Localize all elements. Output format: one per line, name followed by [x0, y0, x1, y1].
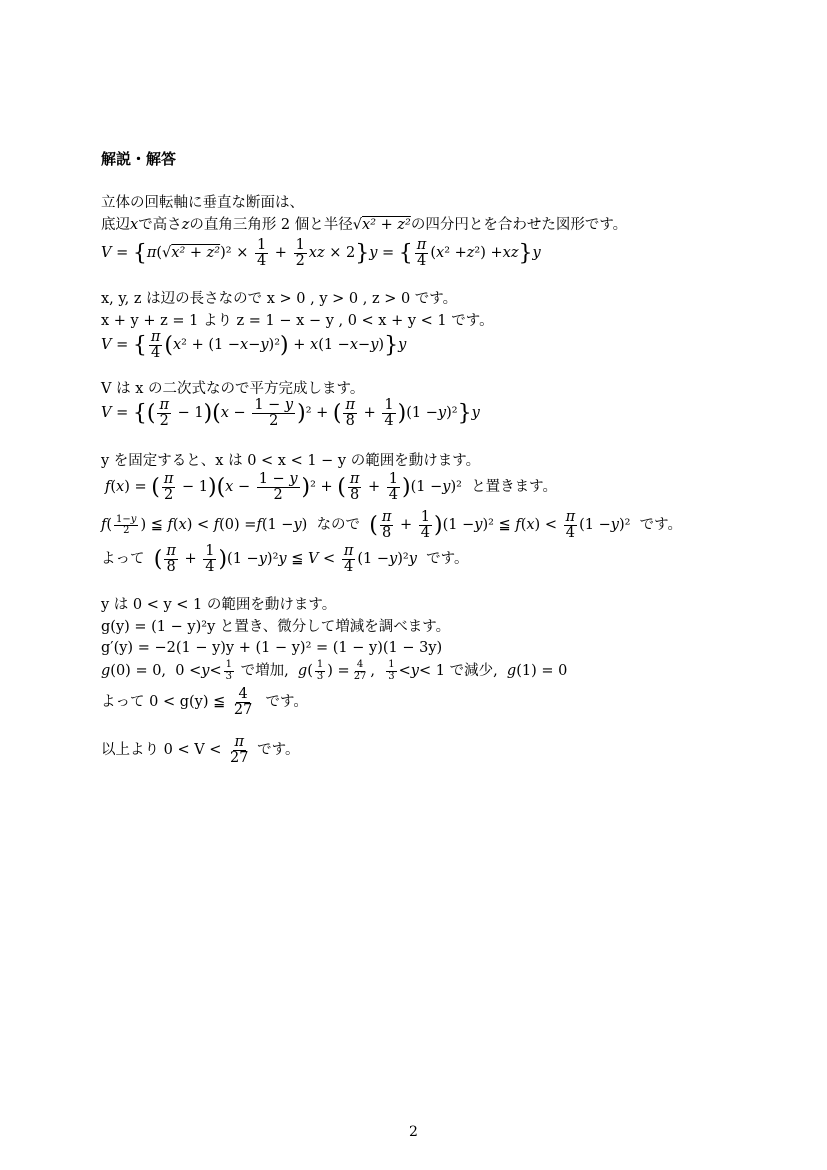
- text: の直角三角形 2 個と半径: [189, 217, 353, 233]
- text-line: [101, 314, 494, 329]
- formula-volume-substituted: V = { $\frac{\pi}{4}$ ( x ² + (1 − x − y )² ) + x (1 − x − y ) } y: [101, 329, 407, 362]
- text: です。: [265, 694, 308, 711]
- section-heading: 解説・解答: [101, 150, 177, 168]
- formula-fx: f ( x ) = ( $\frac{\pi}{2}$ − 1 )( x − $\frac{1 - y}{2}$ ) ² + ( $\frac{\pi}{8}$ + $\frac{1}{4}$ ) (1 − y )² と置きます。: [105, 471, 558, 504]
- sqrt-symbol: √: [352, 217, 363, 233]
- text: です。: [257, 742, 300, 759]
- text-line: [101, 292, 457, 307]
- formula-final: 以上より 0 < V < $\frac{\pi}{27}$ です。: [101, 734, 300, 767]
- text: x + y + z = 1 より z = 1 − x − y , 0 < x + y < 1 です。: [101, 313, 494, 329]
- text: 底辺: [101, 217, 130, 233]
- formula-v-bounds: よって ( $\frac{\pi}{8}$ + $\frac{1}{4}$ ) (1 − y )² y ≦ V < $\frac{\pi}{4}$ (1 − y )² y です。: [101, 543, 469, 576]
- text-line: [101, 620, 450, 635]
- text: x, y, z は辺の長さなので x > 0 , y > 0 , z > 0 です。: [101, 291, 458, 307]
- formula-volume: V = { π (√ x² + z² )² × $\frac{1}{4}$ + $\frac{1}{2}$ xz × 2 } y = { $\frac{\pi}{4}$ ( x ² + z ²) + xz } y: [101, 237, 541, 270]
- text: 以上より 0 < V <: [101, 742, 222, 759]
- text-line: [101, 196, 304, 211]
- text: y を固定すると、x は 0 < x < 1 − y の範囲を動けます。: [101, 453, 481, 469]
- text: よって 0 < g(y) ≦: [101, 694, 226, 711]
- text-line: [101, 641, 442, 656]
- text: 立体の回転軸に垂直な断面は、: [101, 195, 304, 211]
- text: V は x の二次式なので平方完成します。: [101, 381, 365, 397]
- text: の四分円とを合わせた図形です。: [410, 217, 628, 233]
- text: で高さ: [138, 217, 182, 233]
- text-line: [101, 382, 364, 397]
- text: y は 0 < y < 1 の範囲を動けます。: [101, 597, 337, 613]
- sqrt-radicand: x² + z²: [362, 217, 411, 233]
- text: g(y) = (1 − y)²y と置き、微分して増減を調べます。: [101, 619, 451, 635]
- text-line: [101, 598, 336, 613]
- text: よって: [101, 551, 145, 568]
- page-number: 2: [409, 1124, 418, 1140]
- formula-completed-square: V = {( $\frac{\pi}{2}$ − 1 )( x − $\frac{1 - y}{2}$ ) ² + ( $\frac{\pi}{8}$ + $\frac{1}{4}$ ) (1 − y )² } y: [101, 397, 480, 430]
- text: です。: [639, 517, 683, 534]
- text-line: [101, 218, 627, 233]
- formula-g-behaviour: g (0) = 0, 0 < y < $\frac{1}{3}$ で増加, g ( $\frac{1}{3}$ ) = $\frac{4}{27}$ , $\frac{1}{3}$ < y < 1 で減少, g (1) = 0: [101, 659, 568, 682]
- formula-fx-bounds: f ( $\frac{1-y}{2}$ ) ≦ f ( x ) < f (0) = f (1 − y ) なので ( $\frac{\pi}{8}$ + $\frac{1}{4}$ ) (1 − y )² ≦ f ( x ) < $\frac{\pi}{4}$ (1 − y )² です。: [101, 509, 683, 542]
- text: です。: [426, 551, 469, 568]
- text: と置きます。: [471, 479, 558, 496]
- text: g′(y) = −2(1 − y)y + (1 − y)² = (1 − y)(1 − 3y): [101, 640, 443, 656]
- text-line: [101, 454, 480, 469]
- formula-g-bounds: よって 0 < g(y) ≦ $\frac{4}{27}$ です。: [101, 686, 308, 719]
- math-var: z: [181, 217, 190, 233]
- text: なので: [316, 517, 361, 534]
- math-var: x: [130, 217, 139, 233]
